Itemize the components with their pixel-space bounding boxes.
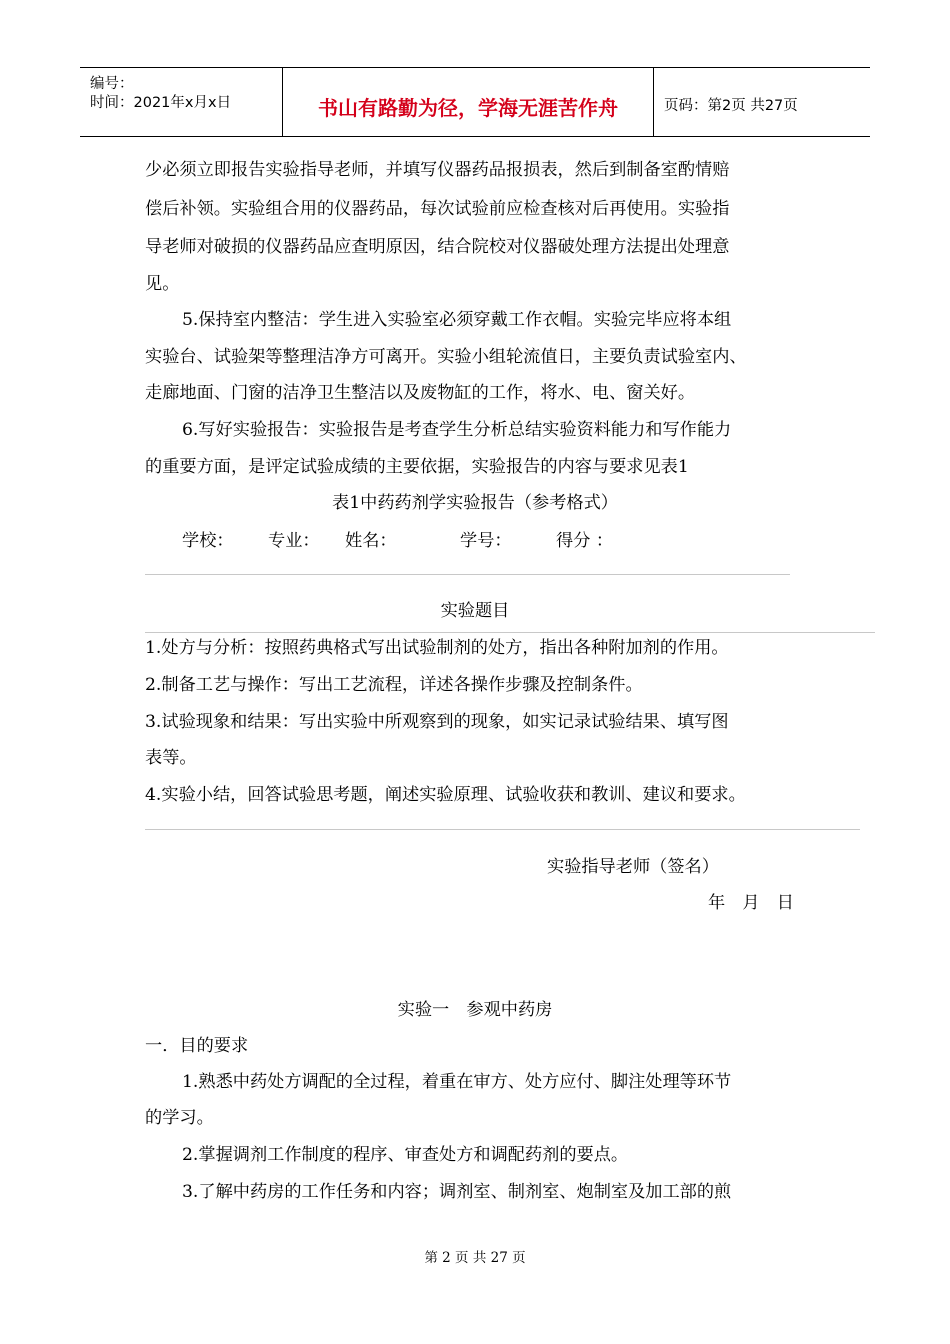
header-motto-cell: [283, 68, 654, 136]
report-item: 3.试验现象和结果：写出实验中所观察到的现象，如实记录试验结果、填写图: [145, 712, 729, 732]
section-item: 2.掌握调剂工作制度的程序、审查处方和调配药剂的要点。: [182, 1145, 629, 1165]
serial-label: 编号：: [90, 76, 134, 92]
header-page-cell: [654, 68, 870, 136]
form-school-label: 学校：: [182, 531, 234, 551]
section-item: 3.了解中药房的工作任务和内容；调剂室、制剂室、炮制室及加工部的煎: [182, 1182, 732, 1202]
divider: [145, 829, 860, 830]
page-header: [80, 67, 870, 137]
divider: [145, 574, 790, 575]
header-info-cell: [80, 68, 283, 136]
report-title: 实验题目: [440, 601, 510, 621]
body-line: 5.保持室内整洁：学生进入实验室必须穿戴工作衣帽。实验完毕应将本组: [182, 310, 732, 330]
body-line: 见。: [145, 274, 180, 294]
body-line: 走廊地面、门窗的洁净卫生整洁以及废物缸的工作，将水、电、窗关好。: [145, 383, 696, 403]
date-line: 年 月 日: [708, 893, 794, 913]
section-item: 1.熟悉中药处方调配的全过程，着重在审方、处方应付、脚注处理等环节: [182, 1072, 732, 1092]
header-motto: 书山有路勤为径，学海无涯苦作舟: [318, 96, 618, 120]
report-item: 2.制备工艺与操作：写出工艺流程，详述各操作步骤及控制条件。: [145, 675, 643, 695]
signature-label: 实验指导老师（签名）: [547, 857, 719, 877]
report-item: 4.实验小结，回答试验思考题，阐述实验原理、试验收获和教训、建议和要求。: [145, 785, 746, 805]
divider: [145, 632, 875, 633]
section-item: 的学习。: [145, 1108, 214, 1128]
form-score-label: 得分 ：: [556, 531, 614, 551]
report-item: 1.处方与分析：按照药典格式写出试验制剂的处方，指出各种附加剂的作用。: [145, 638, 729, 658]
experiment-title: 实验一 参观中药房: [397, 1000, 553, 1020]
body-line: 实验台、试验架等整理洁净方可离开。实验小组轮流值日，主要负责试验室内、: [145, 347, 747, 367]
body-line: 的重要方面，是评定试验成绩的主要依据，实验报告的内容与要求见表1: [145, 457, 689, 477]
form-student-id-label: 学号：: [460, 531, 512, 551]
body-line: 偿后补领。实验组合用的仪器药品，每次试验前应检查核对后再使用。实验指: [145, 199, 730, 219]
body-line: 6.写好实验报告：实验报告是考查学生分析总结实验资料能力和写作能力: [182, 420, 732, 440]
body-line: 导老师对破损的仪器药品应查明原因，结合院校对仪器破处理方法提出处理意: [145, 237, 730, 257]
form-name-label: 姓名：: [345, 531, 397, 551]
table-caption: 表1中药药剂学实验报告（参考格式）: [332, 493, 618, 513]
date-label: 时间：2021年x月x日: [90, 95, 232, 111]
page-footer: 第 2 页 共 27 页: [424, 1250, 526, 1266]
form-major-label: 专业：: [268, 531, 320, 551]
body-line: 少必须立即报告实验指导老师，并填写仪器药品报损表，然后到制备室酌情赔: [145, 160, 730, 180]
header-page-label: 页码：第2页 共27页: [664, 98, 798, 114]
section-heading: 一．目的要求: [145, 1036, 249, 1056]
report-item: 表等。: [145, 748, 197, 768]
